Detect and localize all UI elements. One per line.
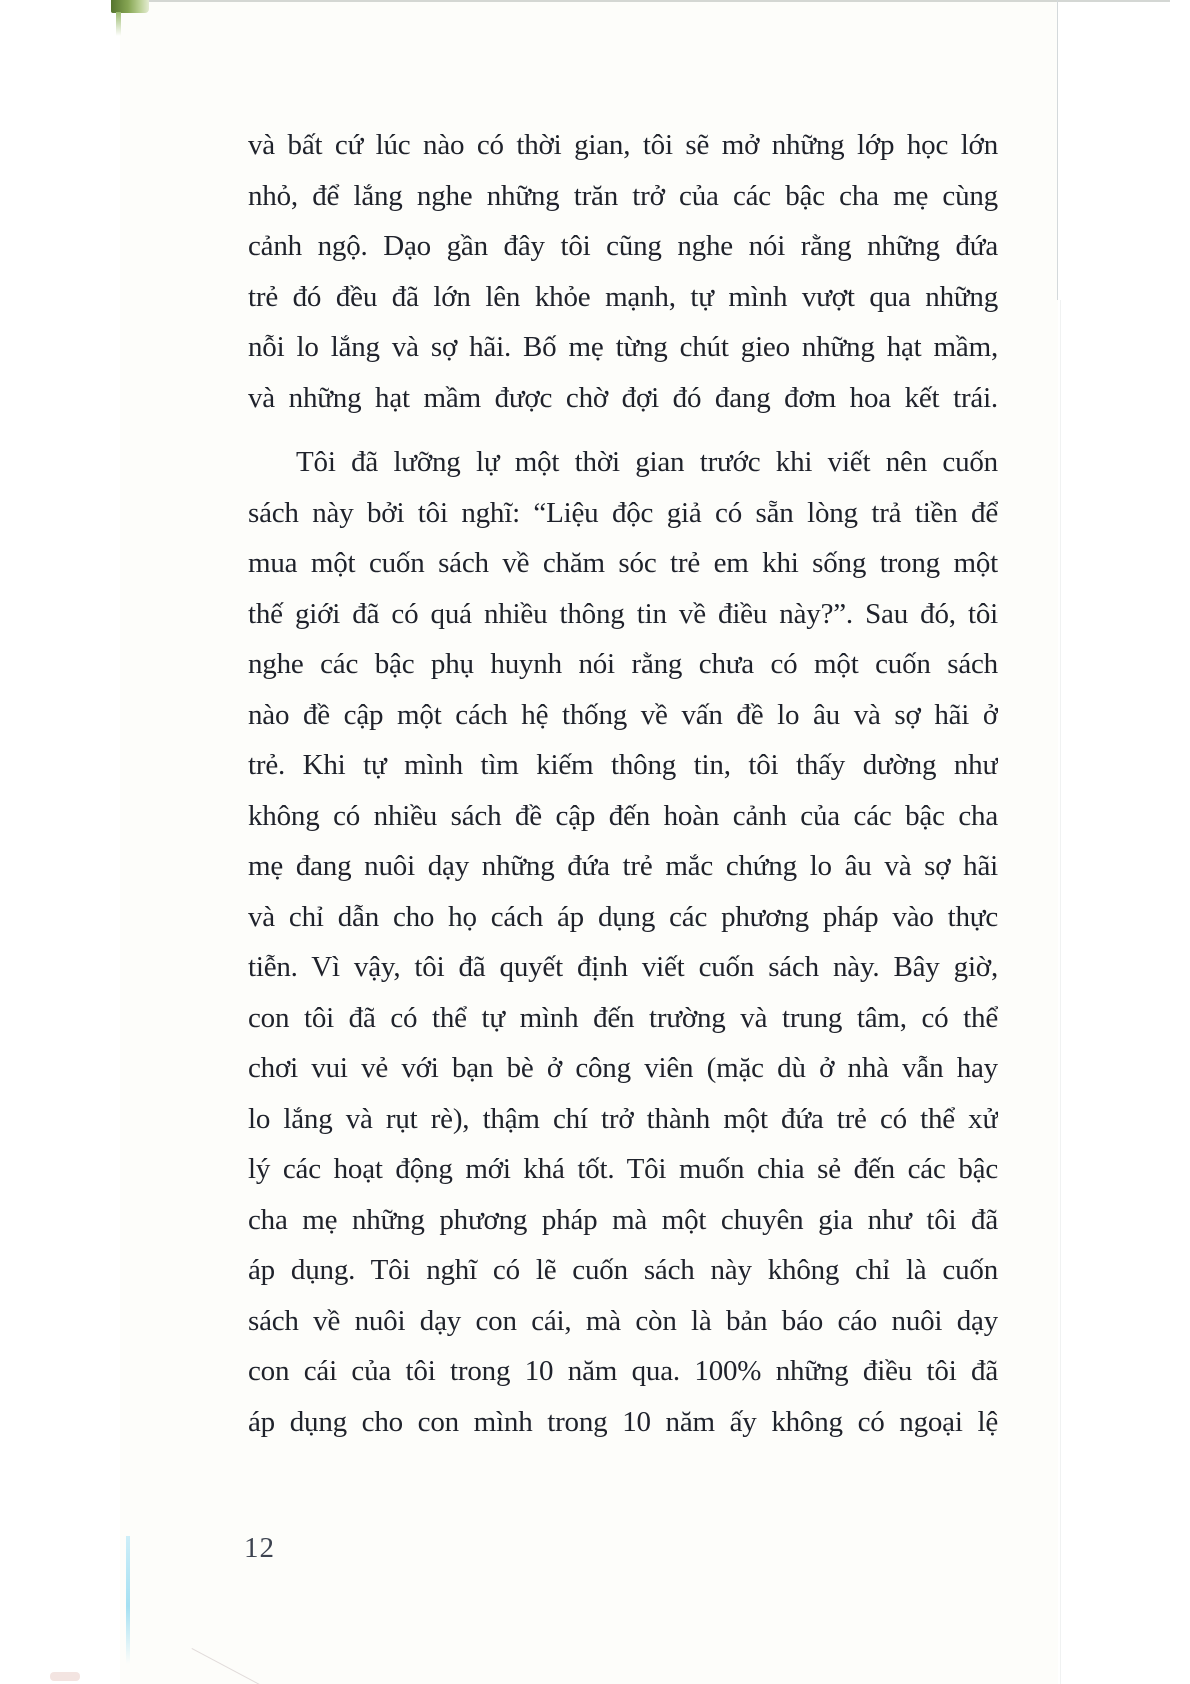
page-text-block [248, 120, 998, 1447]
text-line: con cái của tôi trong 10 năm qua. 100% những điều tôi đã [248, 1355, 998, 1387]
text-line: tiễn. Vì vậy, tôi đã quyết định viết cuốn sách này. Bây giờ, [248, 951, 998, 983]
text-line: áp dụng cho con mình trong 10 năm ấy không có ngoại lệ [248, 1405, 998, 1438]
text-line: nỗi lo lắng và sợ hãi. Bố mẹ từng chút gieo những hạt mầm, [248, 331, 998, 363]
text-line: áp dụng. Tôi nghĩ có lẽ cuốn sách này không chỉ là cuốn [248, 1254, 998, 1286]
text-line: và chỉ dẫn cho họ cách áp dụng các phương pháp vào thực [248, 900, 998, 933]
scan-artifact-cyan-line [126, 1536, 130, 1664]
text-line: chơi vui vẻ với bạn bè ở công viên (mặc dù ở nhà vẫn hay [248, 1052, 998, 1084]
text-line: và bất cứ lúc nào có thời gian, tôi sẽ mở những lớp học lớn [248, 129, 998, 161]
paragraph-2 [248, 437, 998, 1447]
text-line: trẻ đó đều đã lớn lên khỏe mạnh, tự mình vượt qua những [248, 280, 998, 313]
scan-top-edge-line [138, 0, 1170, 2]
text-line: cảnh ngộ. Dạo gần đây tôi cũng nghe nói rằng những đứa [248, 230, 998, 262]
text-line: nhỏ, để lắng nghe những trăn trở của các bậc cha mẹ cùng [248, 179, 998, 212]
text-line: không có nhiều sách đề cập đến hoàn cảnh của các bậc cha [248, 799, 998, 832]
text-line: mẹ đang nuôi dạy những đứa trẻ mắc chứng lo âu và sợ hãi [248, 850, 998, 882]
text-line: cha mẹ những phương pháp mà một chuyên gia như tôi đã [248, 1203, 998, 1236]
page-edge-line-lower [1060, 300, 1061, 1684]
text-line: mua một cuốn sách về chăm sóc trẻ em khi sống trong một [248, 547, 998, 579]
page-edge-line [1057, 0, 1058, 300]
text-line: lý các hoạt động mới khá tốt. Tôi muốn chia sẻ đến các bậc [248, 1153, 998, 1185]
text-line: thế giới đã có quá nhiều thông tin về điều này?”. Sau đó, tôi [248, 597, 998, 630]
text-line: và những hạt mầm được chờ đợi đó đang đơm hoa kết trái. [248, 381, 998, 414]
text-line: nghe các bậc phụ huynh nói rằng chưa có một cuốn sách [248, 648, 998, 680]
text-line: trẻ. Khi tự mình tìm kiếm thông tin, tôi thấy dường như [248, 749, 998, 781]
text-line: Tôi đã lưỡng lự một thời gian trước khi viết nên cuốn [296, 446, 998, 478]
text-line: con tôi đã có thể tự mình đến trường và trung tâm, có thể [248, 1001, 998, 1034]
paragraph-1 [248, 120, 998, 423]
page-number: 12 [244, 1532, 275, 1564]
text-line: sách về nuôi dạy con cái, mà còn là bản báo cáo nuôi dạy [248, 1304, 998, 1337]
text-line: lo lắng và rụt rè), thậm chí trở thành một đứa trẻ có thể xử [248, 1102, 998, 1135]
text-line: nào đề cập một cách hệ thống về vấn đề lo âu và sợ hãi ở [248, 698, 998, 731]
scan-artifact-green-tail [116, 12, 121, 36]
text-line: sách này bởi tôi nghĩ: “Liệu độc giả có sẵn lòng trả tiền để [248, 496, 998, 529]
scan-artifact-pink-mark [50, 1672, 80, 1681]
